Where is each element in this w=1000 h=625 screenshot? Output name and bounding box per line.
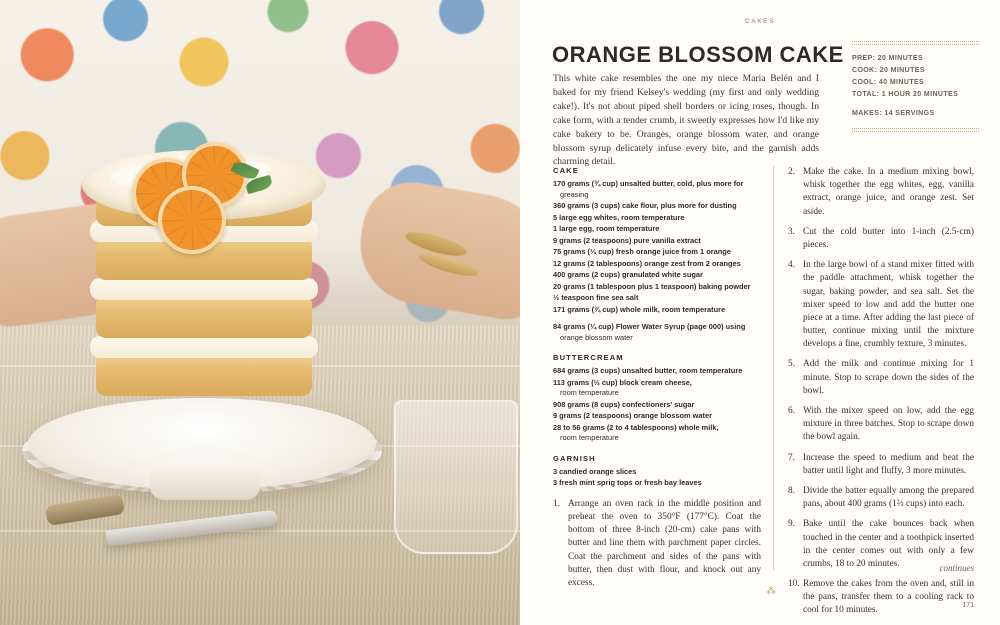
ingredient-text: 1 large egg, room temperature <box>553 224 660 234</box>
step-item: Bake until the cake bounces back when touched in the center and a toothpick inserted in the center comes out with only a few crumbs, 18 to 20 minutes. <box>803 519 974 569</box>
layer-cake <box>96 176 312 412</box>
ingredient-text: ½ teaspoon fine sea salt <box>553 293 639 303</box>
step-item: Make the cake. In a medium mixing bowl, whisk together the egg whites, egg, vanilla extract, orange juice, and orange zest. Set aside. <box>803 167 974 217</box>
ingredient-text: 684 grams (3 cups) unsalted butter, room temperature <box>553 366 743 376</box>
step-item: Divide the batter equally among the prepared pans, about 400 grams (1⅔ cups) into each. <box>803 485 974 510</box>
ingredient-text: 171 grams (¾ cup) whole milk, room temperature <box>553 304 726 314</box>
ingredient-text: 113 grams (½ cup) block cream cheese, <box>553 377 692 387</box>
ingredient-item <box>553 411 761 422</box>
ingredient-item <box>553 378 761 399</box>
ingredient-text: 84 grams (¼ cup) Flower Water Syrup (page 000) using <box>553 322 746 332</box>
total-time: TOTAL: 1 HOUR 20 MINUTES <box>852 91 959 99</box>
decorative-rule <box>852 40 980 46</box>
column-divider <box>773 166 774 570</box>
ingredient-text: 360 grams (3 cups) cake flour, plus more for dusting <box>553 201 737 211</box>
decorative-rule <box>852 127 980 133</box>
ingredient-item <box>553 400 761 411</box>
ingredient-item <box>553 282 761 293</box>
steps-list-left <box>553 498 761 590</box>
step-item: Add the milk and continue mixing for 1 minute. Stop to scrape down the sides of the bowl. <box>803 359 974 396</box>
ingredient-text: 12 grams (2 tablespoons) orange zest from 2 oranges <box>553 258 741 268</box>
ingredient-item <box>553 467 761 478</box>
ingredient-item <box>553 478 761 489</box>
ingredient-text: 908 grams (8 cups) confectioners' sugar <box>553 399 695 409</box>
ingredient-continuation: orange blossom water <box>560 332 633 342</box>
servings: MAKES: 14 SERVINGS <box>852 110 935 118</box>
cake-stand-base <box>150 470 260 500</box>
ingredient-text: 3 fresh mint sprig tops or fresh bay leaves <box>553 478 702 488</box>
cake-cream-layer <box>90 336 318 358</box>
ingredient-text: 3 candied orange slices <box>553 466 637 476</box>
step-item: Increase the speed to medium and beat the batter until light and fluffy, 3 more minutes. <box>803 452 974 476</box>
ingredient-item <box>553 366 761 377</box>
step-item: With the mixer speed on low, add the egg mixture in three batches. Stop to scrape down the bowl again. <box>803 406 974 443</box>
page-number: 171 <box>962 602 974 609</box>
ingredient-text: 5 large egg whites, room temperature <box>553 212 685 222</box>
ingredient-text: 400 grams (2 cups) granulated white sugar <box>553 270 703 280</box>
ingredient-item <box>553 293 761 304</box>
method-column-left <box>553 498 761 590</box>
ingredient-item <box>553 179 761 200</box>
step-item: Arrange an oven rack in the middle position and preheat the oven to 350°F (177°C). Coat the bottom of three 8-inch (20-cm) cake pans with butter and line them with parchment paper circles. Coat the parchment and sides of the pans with butter, then dust with flour, and knock out any excess. <box>568 498 761 588</box>
ingredient-item <box>553 322 761 343</box>
ingredient-text: 9 grams (2 teaspoons) orange blossom water <box>553 411 712 421</box>
steps-list-right <box>788 166 974 618</box>
ingredient-item <box>553 236 761 247</box>
step-item: In the large bowl of a stand mixer fitted with the paddle attachment, whisk together the sugar, baking powder, and sea salt. Set the mixer speed to low and add the butter one piece at a time. After adding the last piece of butter, continue mixing until the mixture develops a fine, crumbly texture, 3 minutes. <box>803 260 974 350</box>
cake-sponge-layer <box>96 352 312 396</box>
cool-time: COOL: 40 MINUTES <box>852 79 925 87</box>
section-heading-garnish: GARNISH <box>553 453 596 463</box>
ingredient-item <box>553 259 761 270</box>
ingredients-column <box>553 166 761 595</box>
prep-time: PREP: 20 MINUTES <box>852 55 923 62</box>
continues-note: continues <box>939 563 974 573</box>
ingredient-continuation: greasing <box>560 189 589 199</box>
ingredient-item <box>553 423 761 444</box>
section-heading-cake: CAKE <box>553 166 579 175</box>
ingredient-item <box>553 247 761 258</box>
ingredient-item <box>553 224 761 235</box>
step-item: Remove the cakes from the oven and, still in the pans, transfer them to a cooling rack to cool for 10 minutes. <box>803 579 974 616</box>
cake-sponge-layer <box>96 294 312 338</box>
running-head: CAKES <box>744 18 776 25</box>
ingredient-item <box>553 201 761 212</box>
ornament-icon: ⁂ <box>766 586 776 597</box>
method-column-right <box>788 166 974 625</box>
section-heading-buttercream: BUTTERCREAM <box>553 353 624 363</box>
recipe-text-page <box>520 0 1000 625</box>
ingredient-text: 28 to 56 grams (2 to 4 tablespoons) whole milk, <box>553 422 719 432</box>
ingredient-text: 9 grams (2 teaspoons) pure vanilla extract <box>553 235 701 245</box>
glass-vessel <box>394 400 518 554</box>
ingredient-continuation: room temperature <box>560 388 619 398</box>
page-title: ORANGE BLOSSOM CAKE <box>552 42 844 67</box>
meta-spacer <box>852 101 980 108</box>
ingredient-item <box>553 305 761 316</box>
headnote: This white cake resembles the one my niece Maria Belén and I baked for my friend Kelsey's wedding (my first and only wedding cake!). It's not about piped shell borders or icing roses, though. In cake form, with a tender crumb, it sweetly expresses how I'd like my cake bakery to be. Oranges, orange blossom water, and orange blossom syrup delicately infuse every bite, and the garnish adds charming detail. <box>553 73 819 168</box>
candied-orange-slice <box>158 186 226 254</box>
ingredient-item <box>553 213 761 224</box>
ingredient-item <box>553 270 761 281</box>
recipe-meta-box <box>852 40 980 133</box>
cook-time: COOK: 20 MINUTES <box>852 67 925 75</box>
ingredient-text: 170 grams (¾ cup) unsalted butter, cold, plus more for <box>553 179 744 188</box>
ingredient-text: 75 grams (⅓ cup) fresh orange juice from 1 orange <box>553 247 731 257</box>
cake-cream-layer <box>90 278 318 300</box>
ingredient-continuation: room temperature <box>560 433 619 443</box>
ingredient-text: 20 grams (1 tablespoon plus 1 teaspoon) baking powder <box>553 281 751 291</box>
step-item: Cut the cold butter into 1-inch (2.5-cm) pieces. <box>803 226 974 250</box>
